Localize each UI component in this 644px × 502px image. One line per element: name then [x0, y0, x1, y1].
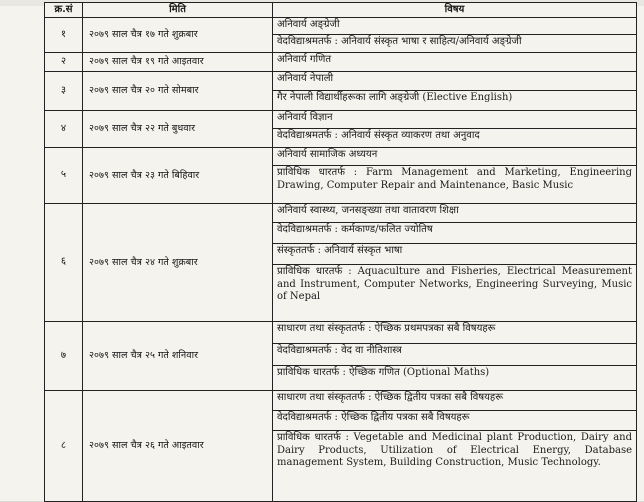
subject-line: वेदविद्याश्रमतर्फ : वेद वा नीतिशास्त्र: [273, 344, 636, 366]
exam-date: २०७९ साल चैत्र १७ गते शुक्रबार: [83, 18, 273, 53]
subject-line: अनिवार्य गणित: [277, 54, 332, 65]
subject-line: वेदविद्याश्रमतर्फ : ऐच्छिक द्वितीय पत्रका सबै विषयहरू: [273, 411, 636, 431]
table-row: [45, 53, 637, 72]
serial-number: ३: [45, 72, 83, 111]
table-row: [45, 111, 637, 148]
serial-number: ८: [45, 391, 83, 502]
subject-line: वेदविद्याश्रमतर्फ : कर्मकाण्ड/फलित ज्योतिष: [273, 223, 636, 244]
exam-date: २०७९ साल चैत्र १९ गते आइतवार: [83, 53, 273, 72]
serial-number: ४: [45, 111, 83, 148]
exam-date: २०७९ साल चैत्र २५ गते शनिवार: [83, 322, 273, 391]
subject-line: प्राविधिक धारतर्फ : Aquaculture and Fisheries, Electrical Measurement and Instrument, Computer Networks, Engineering Surveying, Music of Nepal: [277, 266, 632, 302]
subject-line: साधारण तथा संस्कृततर्फ : ऐच्छिक प्रथमपत्रका सबै विषयहरू: [273, 322, 636, 344]
subject-line: वेदविद्याश्रमतर्फ : अनिवार्य संस्कृत भाषा र साहित्य/अनिवार्य अङ्ग्रेजी: [277, 36, 522, 47]
exam-date: २०७९ साल चैत्र २६ गते आइतवार: [83, 391, 273, 502]
table-row: [45, 391, 637, 502]
exam-date: २०७९ साल चैत्र २२ गते बुधवार: [83, 111, 273, 148]
subject-cell: [273, 72, 637, 111]
serial-number: १: [45, 18, 83, 53]
subject-line: वेदविद्याश्रमतर्फ : अनिवार्य संस्कृत व्याकरण तथा अनुवाद: [277, 130, 480, 141]
table-row: [45, 204, 637, 322]
subject-line: अनिवार्य अङ्ग्रेजी: [273, 18, 636, 35]
subject-cell: [273, 148, 637, 204]
subject-cell: [273, 322, 637, 391]
serial-number: २: [45, 53, 83, 72]
table-row: [45, 18, 637, 53]
serial-number: ७: [45, 322, 83, 391]
subject-cell: [273, 391, 637, 502]
subject-line: प्राविधिक धारतर्फ : Farm Management and Marketing, Engineering Drawing, Computer Repair and Maintenance, Basic Music: [277, 167, 632, 191]
serial-number: ६: [45, 204, 83, 322]
table-row: [45, 72, 637, 111]
exam-date: २०७९ साल चैत्र २४ गते शुक्रबार: [83, 204, 273, 322]
subject-line: प्राविधिक धारतर्फ : Vegetable and Medicinal plant Production, Dairy and Dairy Products, Utilization of Electrical Energy, Database management System, Building Construction, Music Technology.: [277, 432, 632, 468]
subject-line: अनिवार्य सामाजिक अध्ययन: [273, 148, 636, 166]
subject-line: अनिवार्य नेपाली: [273, 72, 636, 91]
subject-line: गैर नेपाली विद्यार्थीहरूका लागि अङ्ग्रेजी (Elective English): [277, 92, 513, 103]
subject-line: प्राविधिक धारतर्फ : ऐच्छिक गणित (Optional Maths): [277, 367, 490, 378]
subject-cell: [273, 111, 637, 148]
serial-number: ५: [45, 148, 83, 204]
subject-line: अनिवार्य स्वास्थ्य, जनसङ्ख्या तथा वातावरण शिक्षा: [273, 204, 636, 223]
subject-cell: [273, 18, 637, 53]
header-subject: विषय: [273, 3, 637, 18]
table-header-row: [45, 3, 637, 18]
subject-cell: [273, 204, 637, 322]
exam-date: २०७९ साल चैत्र २० गते सोमबार: [83, 72, 273, 111]
subject-line: संस्कृततर्फ : अनिवार्य संस्कृत भाषा: [273, 244, 636, 265]
header-serial-number: क्र.सं: [45, 3, 83, 18]
subject-line: अनिवार्य विज्ञान: [273, 111, 636, 129]
table-row: [45, 322, 637, 391]
exam-date: २०७९ साल चैत्र २३ गते बिहिवार: [83, 148, 273, 204]
subject-line: साधारण तथा संस्कृततर्फ : ऐच्छिक द्वितीय पत्रका सबै विषयहरू: [273, 391, 636, 411]
exam-schedule-table: [44, 2, 637, 502]
table-row: [45, 148, 637, 204]
subject-cell: [273, 53, 637, 72]
header-date: मिति: [83, 3, 273, 18]
